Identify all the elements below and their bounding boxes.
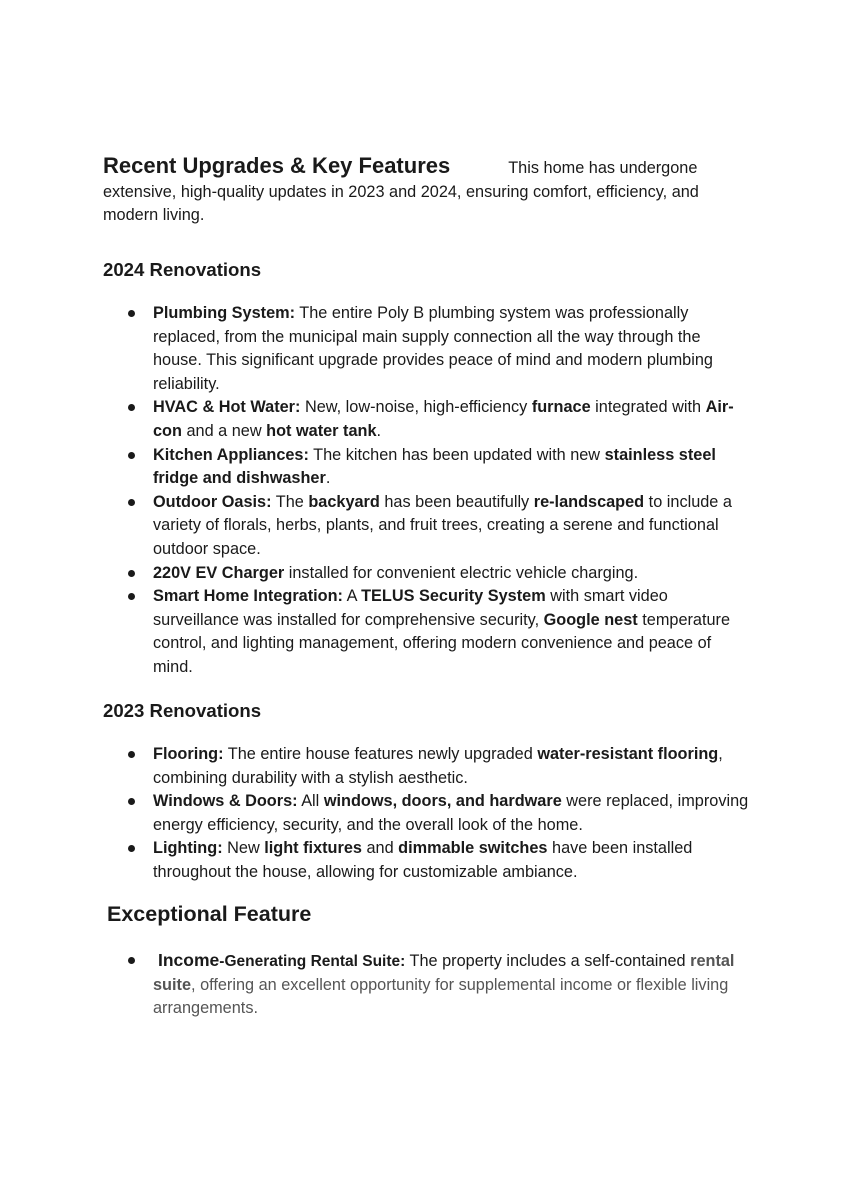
item-text: installed for convenient electric vehicle charging. <box>284 563 639 582</box>
item-label: -Generating Rental Suite: <box>219 953 406 970</box>
item-text: has been beautifully <box>379 492 534 511</box>
heading-2023-renovations: 2023 Renovations <box>103 700 262 721</box>
item-text: The entire Poly B plumbing system was professionally replaced, from the municipal main supply connection all the way through the house. This significant upgrade provides peace of mind and modern plumbing reliability. <box>153 304 713 393</box>
item-text: The entire house features newly upgraded <box>223 745 538 763</box>
list-item-kitchen <box>153 444 753 491</box>
item-text: , offering an excellent opportunity for supplemental income or flexible living arrangements. <box>153 975 729 1018</box>
list-item-ev-charger <box>153 562 753 586</box>
heading-2024-renovations: 2024 Renovations <box>103 259 262 280</box>
item-text: All <box>297 792 324 811</box>
bullet-icon <box>128 593 135 600</box>
item-text: and <box>361 839 399 858</box>
item-text: integrated with <box>590 398 706 417</box>
bullet-icon <box>128 798 135 805</box>
item-highlight: rental suite <box>153 952 735 994</box>
item-text: New, low-noise, high-efficiency <box>300 398 532 417</box>
item-label: Plumbing System: <box>153 304 296 322</box>
item-label: Lighting: <box>153 839 223 858</box>
item-text: New <box>222 839 265 858</box>
item-text: and a new <box>181 421 267 440</box>
item-text: A <box>342 587 362 606</box>
intro-paragraph <box>103 154 743 228</box>
item-text: with smart video surveillance was installed for comprehensive security, <box>153 587 668 629</box>
bullet-icon <box>128 957 135 964</box>
list-item-windows-doors <box>153 790 753 837</box>
item-text: . <box>325 469 331 488</box>
item-label: Windows & Doors: <box>153 792 298 811</box>
bullet-icon <box>128 845 135 852</box>
item-text: The kitchen has been updated with new <box>308 445 605 464</box>
bullet-icon <box>128 310 135 317</box>
list-item-rental-suite <box>153 949 753 1021</box>
item-text: The <box>271 492 309 511</box>
bullet-icon <box>128 751 135 758</box>
item-label: Kitchen Appliances: <box>153 445 309 464</box>
bullet-icon <box>128 404 135 411</box>
item-label: Smart Home Integration: <box>153 587 343 606</box>
list-item-outdoor <box>153 491 753 562</box>
item-text: , combining durability with a stylish aesthetic. <box>153 745 723 787</box>
list-item-lighting <box>153 837 753 884</box>
list-item-plumbing <box>153 302 753 396</box>
item-highlight: Google nest <box>543 610 638 629</box>
item-highlight: backyard <box>308 492 380 511</box>
item-label: Flooring: <box>153 745 224 763</box>
item-text: . <box>376 421 382 440</box>
item-highlight: light fixtures <box>264 839 362 858</box>
item-highlight: stainless steel fridge and dishwasher <box>153 445 716 488</box>
item-label: 220V EV Charger <box>153 563 285 582</box>
list-exceptional-feature <box>153 949 753 1021</box>
item-highlight: TELUS Security System <box>361 587 546 606</box>
bullet-icon <box>128 570 135 577</box>
item-highlight: dimmable switches <box>398 839 548 858</box>
item-text: to include a variety of florals, herbs, plants, and fruit trees, creating a serene and functional outdoor space. <box>153 492 732 558</box>
intro-text: This home has undergone extensive, high-quality updates in 2023 and 2024, ensuring comfort, efficiency, and modern living. <box>103 159 699 224</box>
bullet-icon <box>128 499 135 506</box>
item-highlight: water-resistant flooring <box>537 745 719 763</box>
list-item-smart-home <box>153 585 753 679</box>
list-2024-renovations <box>153 302 753 680</box>
list-item-hvac <box>153 396 753 443</box>
heading-exceptional-feature: Exceptional Feature <box>107 902 312 926</box>
item-highlight: windows, doors, and hardware <box>323 792 562 811</box>
item-highlight: hot water tank <box>266 421 377 440</box>
bullet-icon <box>128 452 135 459</box>
item-text: temperature control, and lighting management, offering modern convenience and peace of mind. <box>153 610 731 676</box>
item-label: HVAC & Hot Water: <box>153 398 301 417</box>
intro-title: Recent Upgrades & Key Features <box>103 153 451 178</box>
item-text: were replaced, improving energy efficiency, security, and the overall look of the home. <box>153 792 749 834</box>
item-highlight: furnace <box>531 398 591 417</box>
list-item-flooring <box>153 743 753 790</box>
item-label: Outdoor Oasis: <box>153 492 272 511</box>
item-text: have been installed throughout the house, allowing for customizable ambiance. <box>153 839 693 881</box>
item-text: The property includes a self-contained <box>405 952 691 970</box>
item-highlight: re-landscaped <box>533 492 645 511</box>
item-highlight: Air-con <box>153 398 734 440</box>
item-label: Income <box>158 950 220 970</box>
list-2023-renovations <box>153 743 753 885</box>
